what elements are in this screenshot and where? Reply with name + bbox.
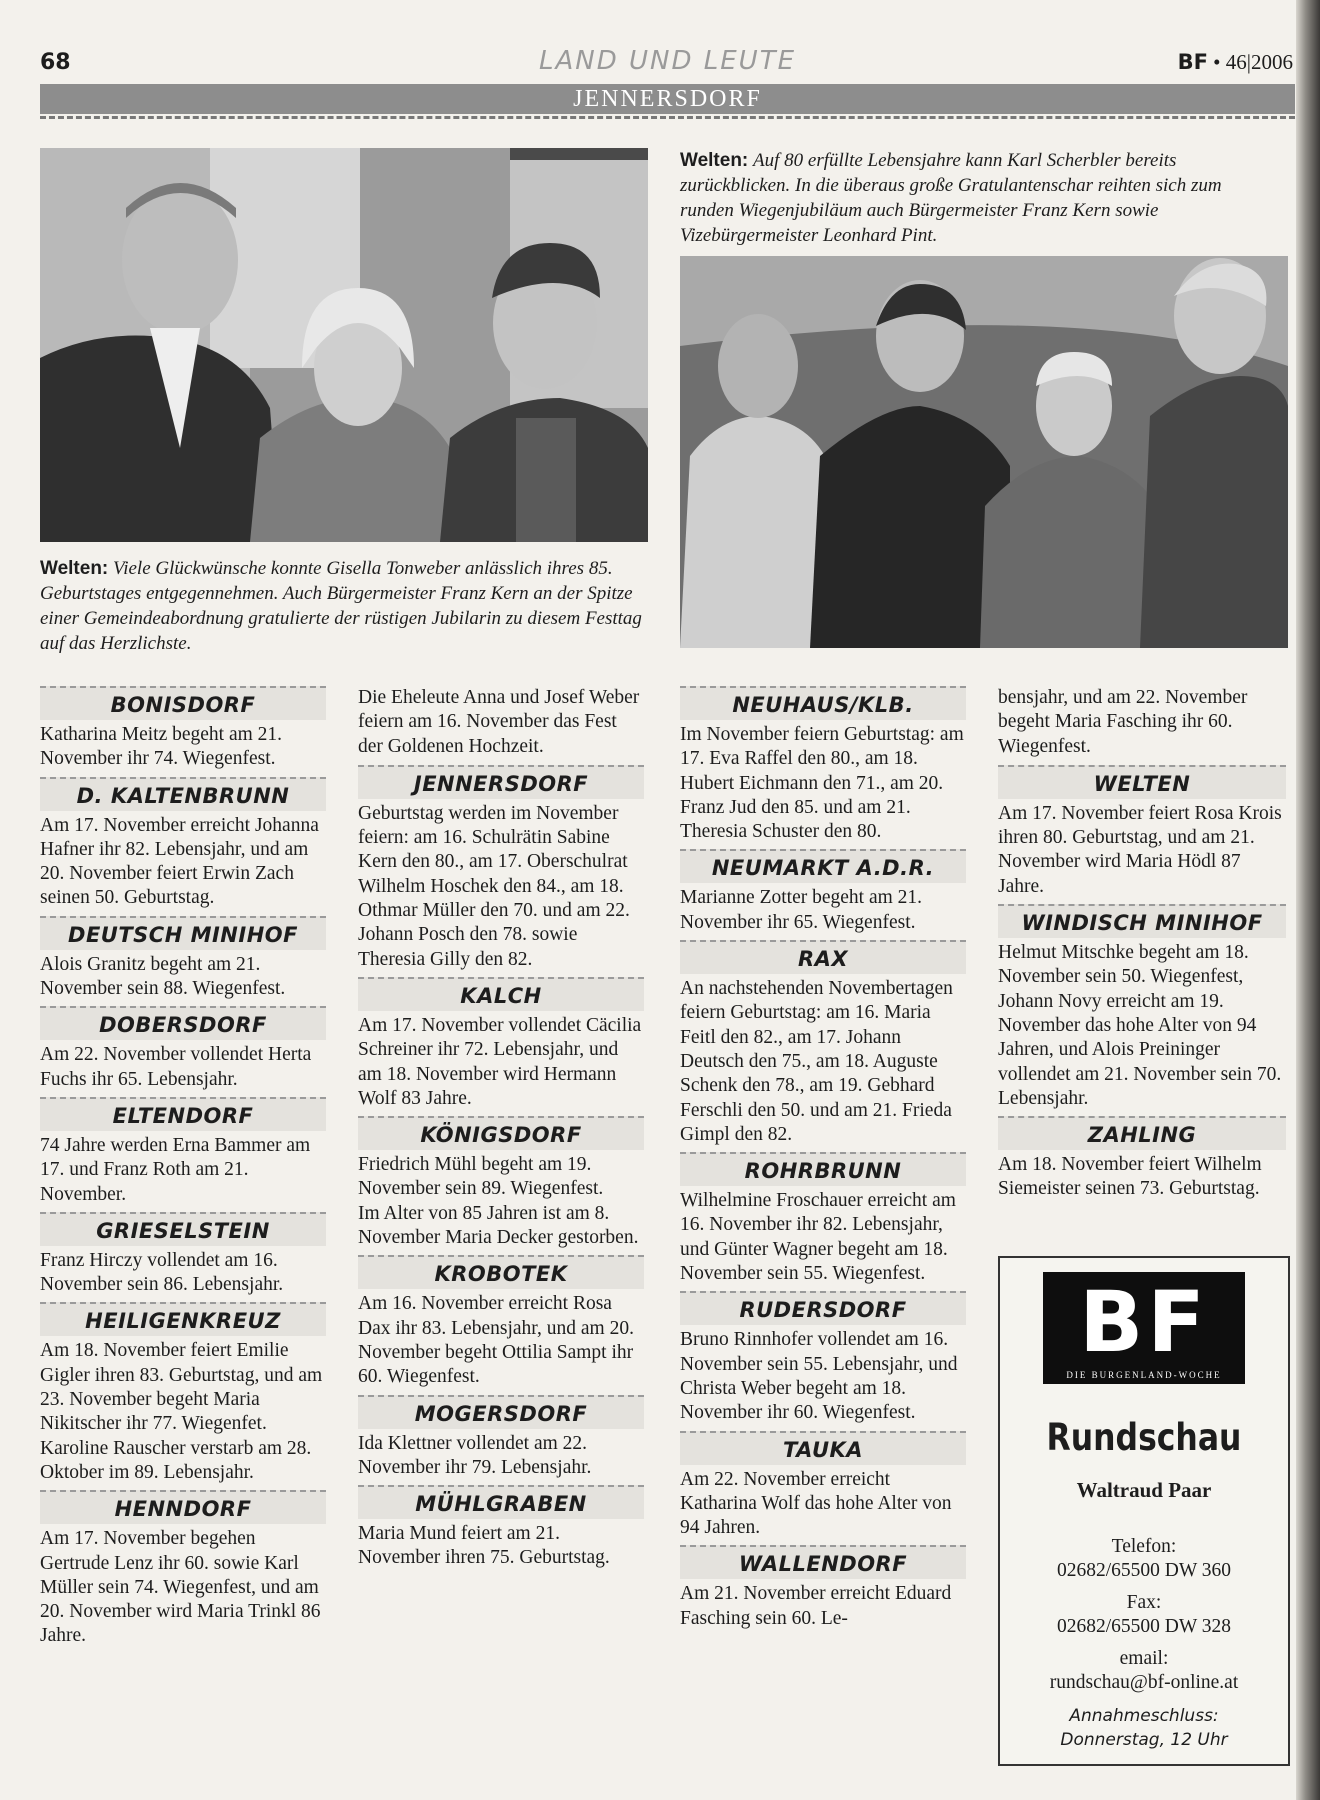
section-heading: HENNDORF [40,1490,326,1524]
section-dobersdorf [40,1006,326,1092]
section-windisch-minihof [998,904,1286,1111]
section-rohrbrunn [680,1152,966,1286]
section-deutsch-minihof [40,916,326,1002]
phone-number: 02682/65500 DW 360 [1056,1560,1232,1581]
section-text: Bruno Rinnhofer vollendet am 16. November sein 55. Lebensjahr, und Christa Weber begeht am 18. November ihr 60. Wiegenfest. [680,1329,958,1424]
section-text: Am 17. November vollendet Cäcilia Schreiner ihr 72. Lebensjahr, und am 18. November wird Hermann Wolf 83 Jahre. [358,1014,642,1109]
section-bonisdorf [40,686,326,772]
page-edge-shadow [1296,0,1320,1800]
section-text: Franz Hirczy vollendet am 16. November sein 86. Lebensjahr. [40,1249,284,1296]
section-text: An nachstehenden Novembertagen feiern Geburtstag: am 16. Maria Feitl den 82., am 17. Johann Deutsch den 75., am 18. Auguste Schenk den 78., am 19. Gebhard Ferschli den 50. und am 21. Frieda Gimpl den 82. [680,978,953,1145]
section-heading: WALLENDORF [680,1545,966,1579]
section-wallendorf [680,1545,966,1631]
issue-separator: • [1213,50,1221,74]
section-rudersdorf [680,1291,966,1425]
section-heading: GRIESELSTEIN [40,1212,326,1246]
logo-letters: BF [1079,1273,1209,1371]
section-jennersdorf [358,765,644,972]
caption-left [40,556,648,656]
section-text: Wilhelmine Froschauer erreicht am 16. November ihr 82. Lebensjahr, und Günter Wagner begeht am 18. November sein 55. Wiegenfest. [680,1190,956,1285]
section-title: LAND UND LEUTE [538,46,797,76]
section-heading: MÜHLGRABEN [358,1485,644,1519]
logo-subtitle: DIE BURGENLAND-WOCHE [1066,1370,1222,1380]
section-heading: KALCH [358,977,644,1011]
section-heading: RAX [680,940,966,974]
header-divider [40,116,1295,119]
district-band: JENNERSDORF [40,84,1295,114]
column-2 [358,686,644,1576]
section-neuhaus-klb [680,686,966,844]
section-heading: BONISDORF [40,686,326,720]
section-rax [680,940,966,1147]
section-heading: JENNERSDORF [358,765,644,799]
section-heading: MOGERSDORF [358,1395,644,1429]
section-heiligenkreuz [40,1302,326,1485]
section-heading: DEUTSCH MINIHOF [40,916,326,950]
section-text: Am 21. November erreicht Eduard Fasching sein 60. Le- [680,1583,952,1629]
section-text-2: Im Alter von 85 Jahren ist am 8. November Maria Decker gestorben. [358,1202,639,1249]
section-text: Am 22. November vollendet Herta Fuchs ihr 65. Lebensjahr. [40,1044,312,1090]
section-heading: KÖNIGSDORF [358,1116,644,1150]
ad-title: Rundschau [1046,1416,1242,1459]
caption-right [680,148,1280,248]
section-text: Am 17. November begehen Gertrude Lenz ihr 60. sowie Karl Müller sein 74. Wiegenfest, und am 20. November wird Maria Trinkl 86 Jahre. [40,1528,321,1647]
section-krobotek [358,1255,644,1389]
section-heading: HEILIGENKREUZ [40,1302,326,1336]
section-text: Maria Mund feiert am 21. November ihren 75. Geburtstag. [358,1523,610,1569]
fax-number: 02682/65500 DW 328 [1056,1616,1232,1637]
issue-number: 46|2006 [1225,50,1293,74]
column-1 [40,686,326,1654]
section-text: Friedrich Mühl begeht am 19. November sein 89. Wiegenfest. [358,1154,604,1200]
caption-right-text: Auf 80 erfüllte Lebensjahre kann Karl Scherbler bereits zurückblicken. In die überaus große Gratulantenschar reihten sich zum runden Wiegenjubiläum auch Bürgermeister Franz Kern sowie Vizebürgermeister Leonhard Pint. [680,150,1222,246]
section-koenigsdorf [358,1116,644,1250]
page-header [40,48,1295,82]
section-d-kaltenbrunn [40,777,326,911]
bf-logo [1043,1272,1245,1384]
section-text: Helmut Mitschke begeht am 18. November sein 50. Wiegenfest, Johann Novy erreicht am 19. November das hohe Alter von 94 Jahren, und Alois Preininger vollendet am 21. November sein 70. Lebensjahr. [998,942,1282,1109]
section-neumarkt-adr [680,849,966,935]
caption-left-lead: Welten: [40,558,109,579]
page-number: 68 [40,50,71,75]
continuation-text: Die Eheleute Anna und Josef Weber feiern am 16. November das Fest der Goldenen Hochzeit. [358,687,640,757]
section-text: 74 Jahre werden Erna Bammer am 17. und Franz Roth am 21. November. [40,1134,311,1205]
section-text: Am 18. November feiert Wilhelm Siemeister seinen 73. Geburtstag. [998,1154,1262,1200]
section-text-2: Karoline Rauscher verstarb am 28. Oktober im 89. Lebensjahr. [40,1437,312,1483]
caption-right-lead: Welten: [680,150,749,171]
photo-karl-scherbler [680,256,1288,648]
section-heading: NEUHAUS/KLB. [680,686,966,720]
deadline-value: Donnerstag, 12 Uhr [1060,1730,1228,1750]
section-text: Im November feiern Geburtstag: am 17. Eva Raffel den 80., am 18. Hubert Eichmann den 71., am 20. Franz Jud den 85. und am 21. Theresia Schuster den 80. [680,724,964,843]
section-henndorf [40,1490,326,1648]
photo-gisella-tonweber [40,148,648,542]
section-heading: KROBOTEK [358,1255,644,1289]
section-heading: ZAHLING [998,1116,1286,1150]
section-text: Marianne Zotter begeht am 21. November ihr 65. Wiegenfest. [680,887,923,933]
column-3 [680,686,966,1636]
issue-info [1178,50,1293,75]
section-zahling [998,1116,1286,1202]
rundschau-contact-box [998,1256,1290,1766]
section-heading: D. KALTENBRUNN [40,777,326,811]
section-heading: DOBERSDORF [40,1006,326,1040]
section-text: Ida Klettner vollendet am 22. November ihr 79. Lebensjahr. [358,1432,592,1478]
section-grieselstein [40,1212,326,1298]
section-heading: WINDISCH MINIHOF [998,904,1286,938]
email-label: email: [1119,1648,1169,1669]
section-eltendorf [40,1097,326,1207]
section-text: Alois Granitz begeht am 21. November sein 88. Wiegenfest. [40,953,286,1000]
section-heading: ROHRBRUNN [680,1152,966,1186]
section-text: Am 16. November erreicht Rosa Dax ihr 83. Lebensjahr, und am 20. November begeht Ottilia Sampt ihr 60. Wiegenfest. [358,1293,634,1388]
section-text: Geburtstag werden im November feiern: am 16. Schulrätin Sabine Kern den 80., am 17. Oberschulrat Wilhelm Hoschek den 84., am 18. Othmar Müller den 70. und am 22. Johann Posch den 78. sowie Theresia Gilly den 82. [358,802,630,970]
section-heading: TAUKA [680,1431,966,1465]
section-mogersdorf [358,1395,644,1481]
phone-label: Telefon: [1111,1536,1177,1557]
section-heading: ELTENDORF [40,1097,326,1131]
section-heading: RUDERSDORF [680,1291,966,1325]
continuation-text: bensjahr, und am 22. November begeht Maria Fasching ihr 60. Wiegenfest. [998,687,1248,757]
column-4 [998,686,1286,1207]
section-text: Am 17. November feiert Rosa Krois ihren 80. Geburtstag, und am 21. November wird Maria Hödl 87 Jahre. [998,802,1282,897]
photo-image [680,256,1288,648]
caption-left-text: Viele Glückwünsche konnte Gisella Tonweber anlässlich ihres 85. Geburtstages entgegennehmen. Auch Bürgermeister Franz Kern an der Spitze einer Gemeindeabordnung gratulierte der rüstigen Jubilarin zu diesem Festtag auf das Herzlichste. [40,558,642,654]
section-tauka [680,1431,966,1541]
section-text: Am 22. November erreicht Katharina Wolf das hohe Alter von 94 Jahren. [680,1468,952,1539]
section-text: Am 18. November feiert Emilie Gigler ihren 83. Geburtstag, und am 23. November begeht Maria Nikitscher ihr 77. Wiegenfet. [40,1340,323,1435]
fax-label: Fax: [1126,1592,1162,1613]
publication-name: BF [1177,50,1208,74]
section-text: Katharina Meitz begeht am 21. November ihr 74. Wiegenfest. [40,724,283,770]
section-muehlgraben [358,1485,644,1571]
photo-image [40,148,648,542]
section-heading: NEUMARKT A.D.R. [680,849,966,883]
contact-name: Waltraud Paar [1076,1478,1212,1502]
section-heading: WELTEN [998,765,1286,799]
email-address: rundschau@bf-online.at [1049,1672,1239,1693]
deadline-label: Annahmeschluss: [1069,1706,1219,1726]
section-text: Am 17. November erreicht Johanna Hafner ihr 82. Lebensjahr, und am 20. November feiert Erwin Zach seinen 50. Geburtstag. [40,814,319,909]
section-welten [998,765,1286,899]
section-kalch [358,977,644,1111]
